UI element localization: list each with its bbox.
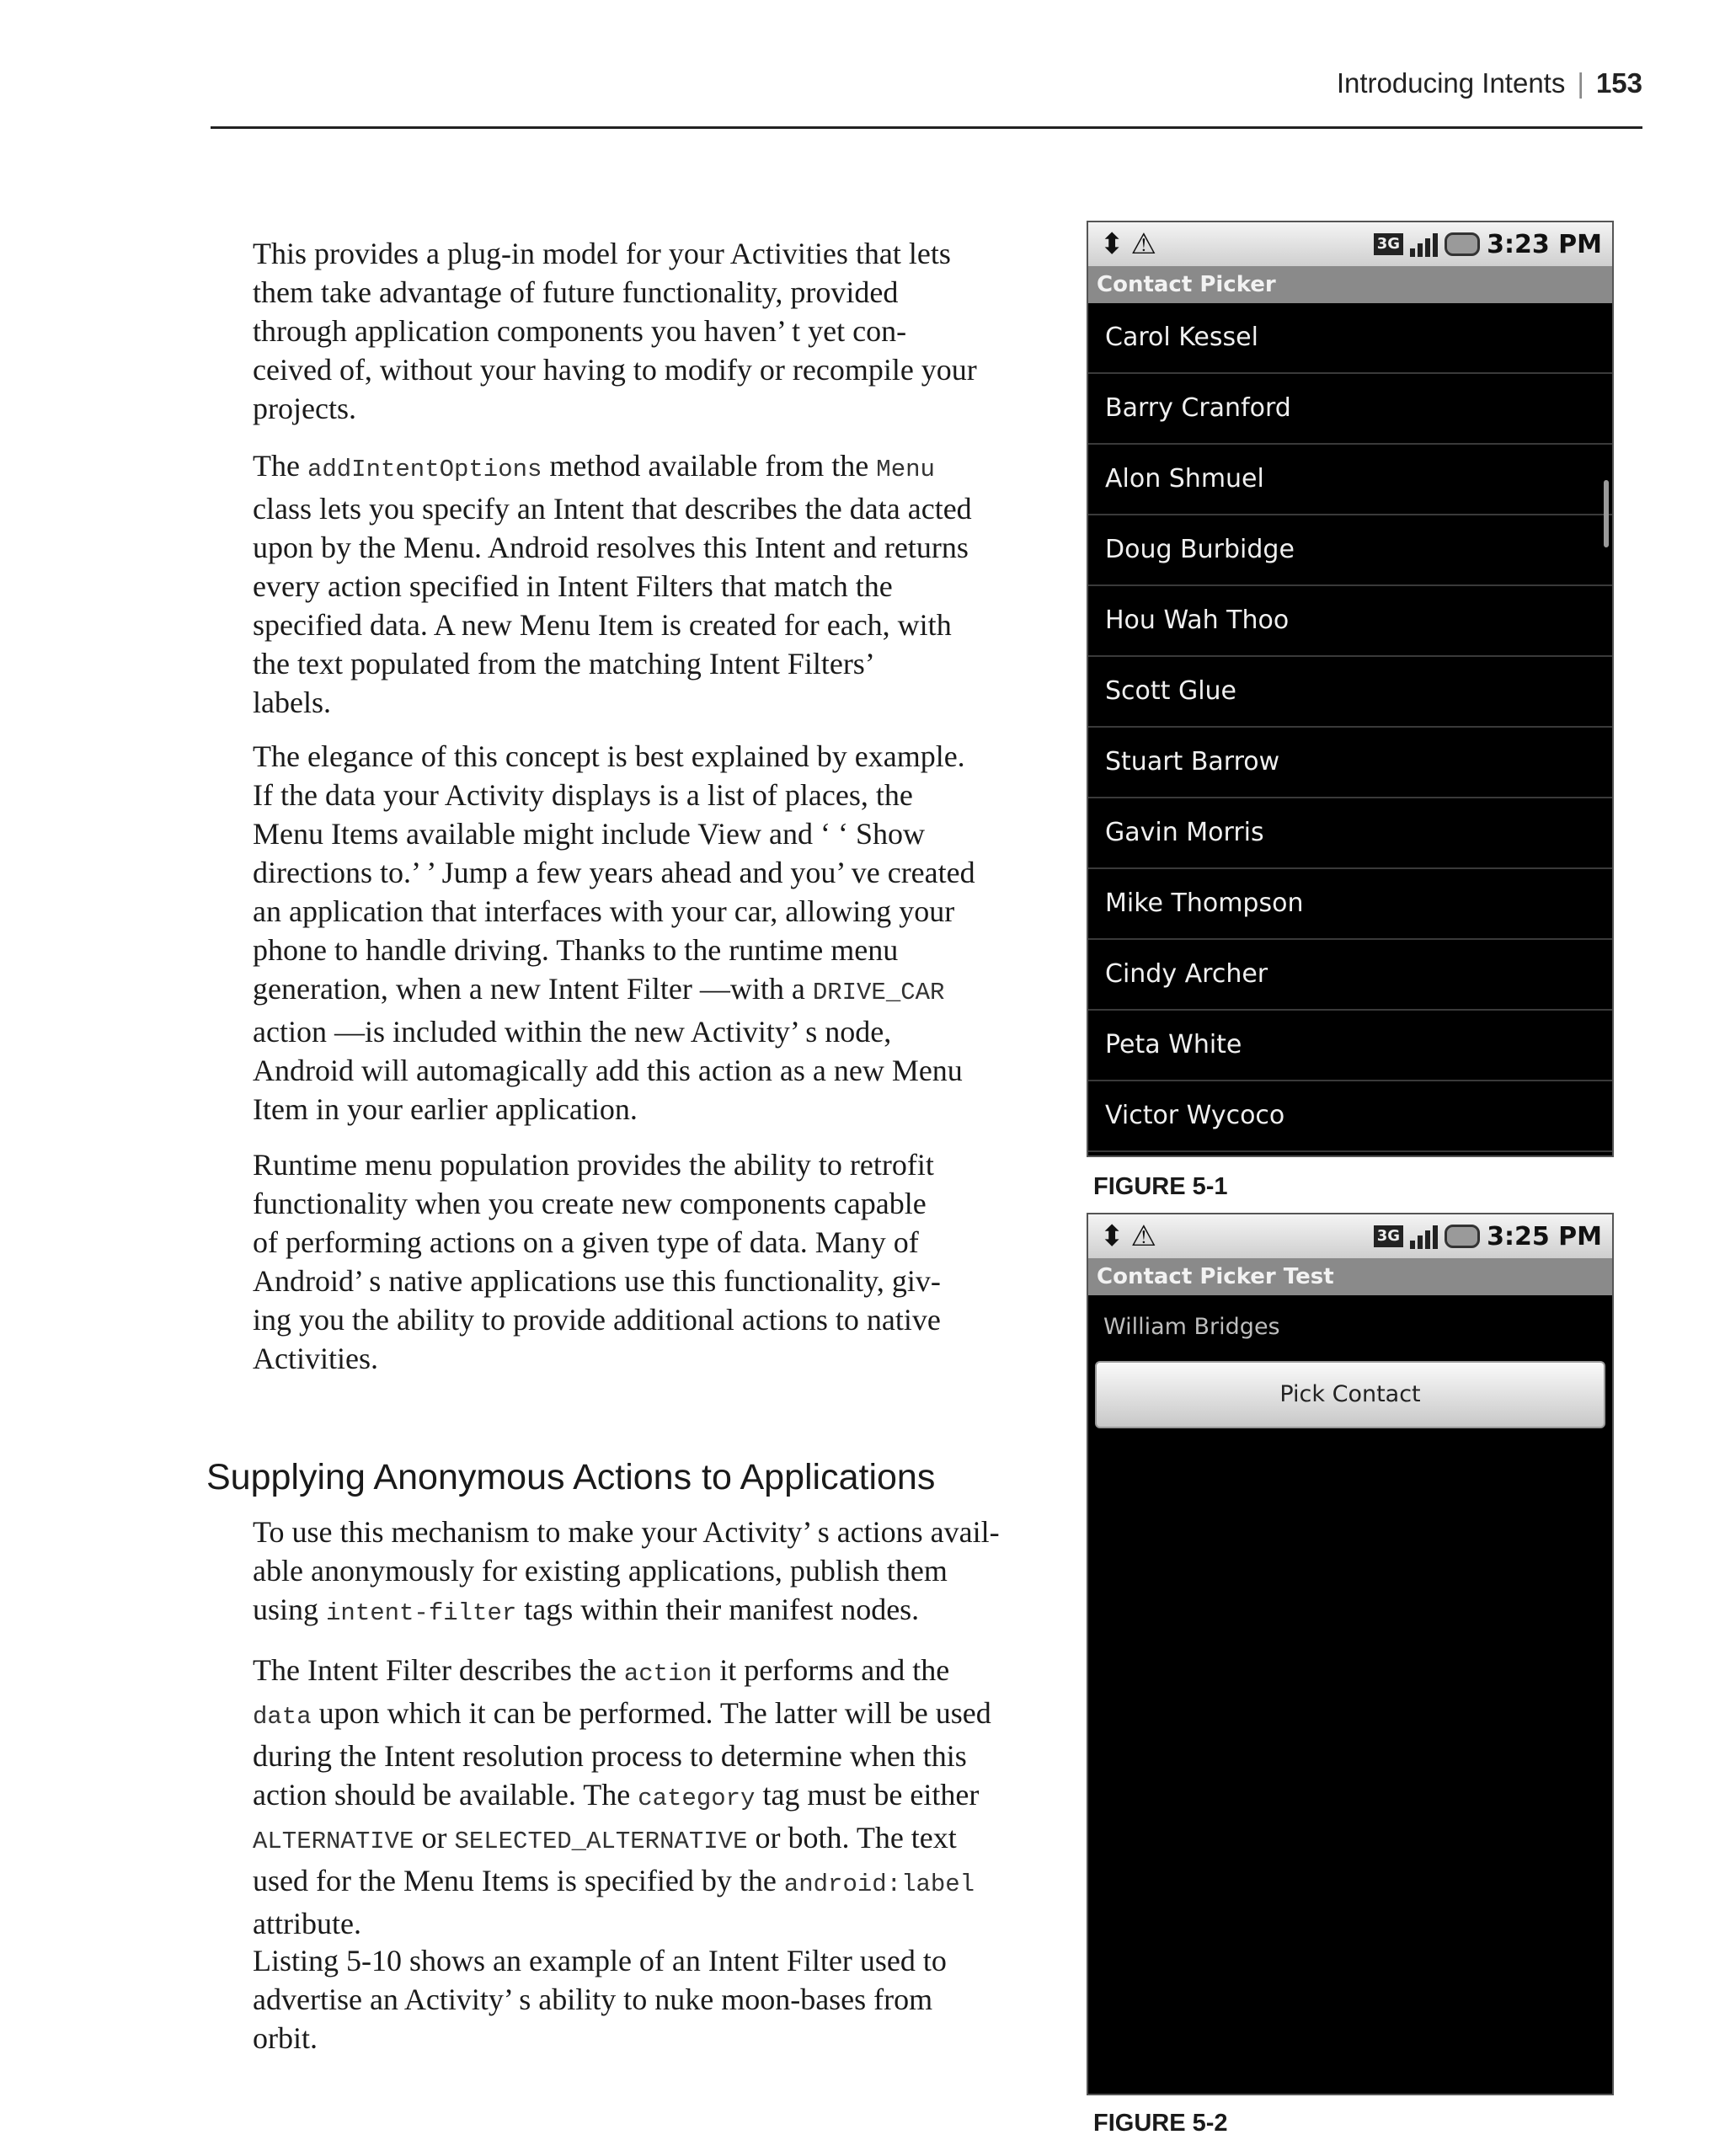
text-line: specified data. A new Menu Item is created for each, with	[253, 608, 952, 642]
text-run: action should be available. The	[253, 1778, 638, 1812]
status-icons-left	[1100, 226, 1163, 263]
contact-item[interactable]: Hou Wah Thoo	[1088, 586, 1612, 657]
status-icons-left	[1100, 1218, 1163, 1255]
text-line	[253, 446, 972, 489]
status-bar	[1088, 1214, 1612, 1258]
text-line: Activities.	[253, 1342, 378, 1375]
network-3g-icon: 3G	[1374, 233, 1403, 255]
code-action: action	[623, 1660, 713, 1688]
text-run: method available from the	[542, 449, 877, 483]
text-line: functionality when you create new components capable	[253, 1187, 927, 1220]
text-line: Item in your earlier application.	[253, 1092, 638, 1126]
signal-icon	[1410, 232, 1438, 257]
text-line: Listing 5-10 shows an example of an Intent Filter used to	[253, 1944, 947, 1977]
text-line: ceived of, without your having to modify or recompile your	[253, 353, 977, 387]
text-line: projects.	[253, 392, 356, 425]
status-time: 3:23 PM	[1487, 229, 1602, 259]
running-head-title: Introducing Intents	[1336, 67, 1566, 99]
running-head	[211, 67, 1642, 101]
text-line: them take advantage of future functionality, provided	[253, 275, 899, 309]
text-line: able anonymously for existing applications, publish them	[253, 1554, 948, 1588]
contact-item[interactable]: Mike Thompson	[1088, 869, 1612, 940]
text-line	[253, 1818, 991, 1861]
header-rule	[211, 126, 1642, 129]
status-bar	[1088, 222, 1612, 266]
code-selected-alternative: SELECTED_ALTERNATIVE	[454, 1828, 748, 1855]
text-line: phone to handle driving. Thanks to the runtime menu	[253, 933, 899, 967]
contact-item[interactable]: Cindy Archer	[1088, 940, 1612, 1011]
app-title: Contact Picker	[1088, 266, 1612, 303]
text-line: This provides a plug-in model for your Activities that lets	[253, 237, 951, 270]
pick-contact-button[interactable]: Pick Contact	[1095, 1361, 1605, 1428]
paragraph-intent-filter-description	[253, 1651, 991, 1943]
figure-5-1-screenshot	[1087, 221, 1614, 1157]
app-title: Contact Picker Test	[1088, 1258, 1612, 1295]
text-line	[253, 1775, 991, 1818]
text-run: using	[253, 1593, 327, 1626]
paragraph-runtime-menu	[253, 1145, 941, 1378]
contact-item[interactable]: Peta White	[1088, 1011, 1612, 1081]
battery-icon	[1445, 232, 1480, 256]
text-line: action —is included within the new Activity’ s node,	[253, 1015, 892, 1049]
text-line	[253, 969, 975, 1012]
text-run: generation, when a new Intent Filter —with a	[253, 972, 813, 1006]
text-line: To use this mechanism to make your Activity’ s actions avail-	[253, 1515, 1000, 1549]
text-line: directions to.’ ’ Jump a few years ahead and you’ ve created	[253, 856, 975, 889]
contact-item[interactable]: Barry Cranford	[1088, 374, 1612, 445]
figure-5-1-caption: FIGURE 5-1	[1093, 1173, 1228, 1200]
paragraph-anonymous-actions	[253, 1513, 1000, 1633]
contact-list	[1088, 303, 1612, 1152]
text-line: ing you the ability to provide additional actions to native	[253, 1303, 941, 1337]
text-line	[253, 1651, 991, 1694]
contact-item[interactable]: Alon Shmuel	[1088, 445, 1612, 515]
text-line: during the Intent resolution process to determine when this	[253, 1739, 967, 1773]
contact-item[interactable]: Victor Wycoco	[1088, 1081, 1612, 1152]
text-line: orbit.	[253, 2021, 318, 2055]
figure-5-2-screenshot	[1087, 1213, 1614, 2095]
paragraph-elegance-example	[253, 737, 975, 1129]
warning-icon: ⚠	[1130, 227, 1156, 261]
text-line: every action specified in Intent Filters that match the	[253, 569, 893, 603]
contact-item[interactable]: Scott Glue	[1088, 657, 1612, 728]
status-time: 3:25 PM	[1487, 1221, 1602, 1251]
text-line: labels.	[253, 686, 331, 719]
contact-item[interactable]: Stuart Barrow	[1088, 728, 1612, 798]
text-line: upon by the Menu. Android resolves this Intent and returns	[253, 531, 969, 564]
status-icons-right	[1374, 226, 1602, 263]
text-run: The Intent Filter describes the	[253, 1653, 624, 1687]
text-line: Android’ s native applications use this functionality, giv-	[253, 1264, 941, 1298]
text-run: upon which it can be performed. The latter will be used	[311, 1696, 991, 1730]
text-line	[253, 1590, 1000, 1633]
paragraph-plugin-model	[253, 234, 977, 428]
code-intent-filter: intent-filter	[326, 1599, 517, 1627]
section-heading: Supplying Anonymous Actions to Applications	[206, 1457, 936, 1497]
warning-icon: ⚠	[1130, 1219, 1156, 1253]
text-line: class lets you specify an Intent that describes the data acted	[253, 492, 972, 526]
contact-item[interactable]: Doug Burbidge	[1088, 515, 1612, 586]
text-run: tag must be either	[755, 1778, 980, 1812]
code-menu: Menu	[876, 456, 935, 483]
text-line	[253, 1694, 991, 1737]
text-run: it performs and the	[712, 1653, 950, 1687]
usb-icon: ⬍	[1100, 227, 1124, 261]
paragraph-add-intent-options	[253, 446, 972, 722]
running-head-separator: |	[1577, 67, 1584, 99]
figure-5-2-caption: FIGURE 5-2	[1093, 2110, 1228, 2137]
text-line: Android will automagically add this action as a new Menu	[253, 1054, 963, 1087]
code-data: data	[253, 1703, 312, 1731]
contact-item[interactable]: Carol Kessel	[1088, 303, 1612, 374]
text-run: tags within their manifest nodes.	[516, 1593, 920, 1626]
text-run: or	[414, 1821, 455, 1854]
text-run: or both. The text	[747, 1821, 957, 1854]
text-line	[253, 1861, 991, 1904]
battery-icon	[1445, 1225, 1480, 1248]
contact-item[interactable]: Gavin Morris	[1088, 798, 1612, 869]
scrollbar[interactable]	[1604, 480, 1609, 547]
usb-icon: ⬍	[1100, 1219, 1124, 1253]
code-alternative: ALTERNATIVE	[253, 1828, 414, 1855]
text-line: Menu Items available might include View and ‘ ‘ Show	[253, 817, 925, 851]
text-line: Runtime menu population provides the ability to retrofit	[253, 1148, 934, 1182]
text-line: attribute.	[253, 1907, 361, 1940]
code-category: category	[638, 1785, 756, 1812]
text-run: The	[253, 449, 307, 483]
text-line: through application components you haven’ t yet con-	[253, 314, 907, 348]
text-line: of performing actions on a given type of data. Many of	[253, 1225, 919, 1259]
code-addintentoptions: addIntentOptions	[307, 456, 542, 483]
text-line: If the data your Activity displays is a list of places, the	[253, 778, 913, 812]
signal-icon	[1410, 1224, 1438, 1249]
code-android-label: android:label	[783, 1870, 975, 1898]
text-line: The elegance of this concept is best explained by example.	[253, 739, 965, 773]
text-line: advertise an Activity’ s ability to nuke moon-bases from	[253, 1983, 933, 2016]
status-icons-right	[1374, 1218, 1602, 1255]
paragraph-listing-reference	[253, 1941, 947, 2057]
network-3g-icon: 3G	[1374, 1225, 1403, 1247]
selected-contact-name: William Bridges	[1103, 1314, 1280, 1340]
text-line: an application that interfaces with your car, allowing your	[253, 894, 955, 928]
text-run: used for the Menu Items is specified by the	[253, 1864, 784, 1897]
code-drive-car: DRIVE_CAR	[812, 979, 945, 1006]
text-line: the text populated from the matching Intent Filters’	[253, 647, 875, 680]
page-number: 153	[1595, 67, 1642, 99]
